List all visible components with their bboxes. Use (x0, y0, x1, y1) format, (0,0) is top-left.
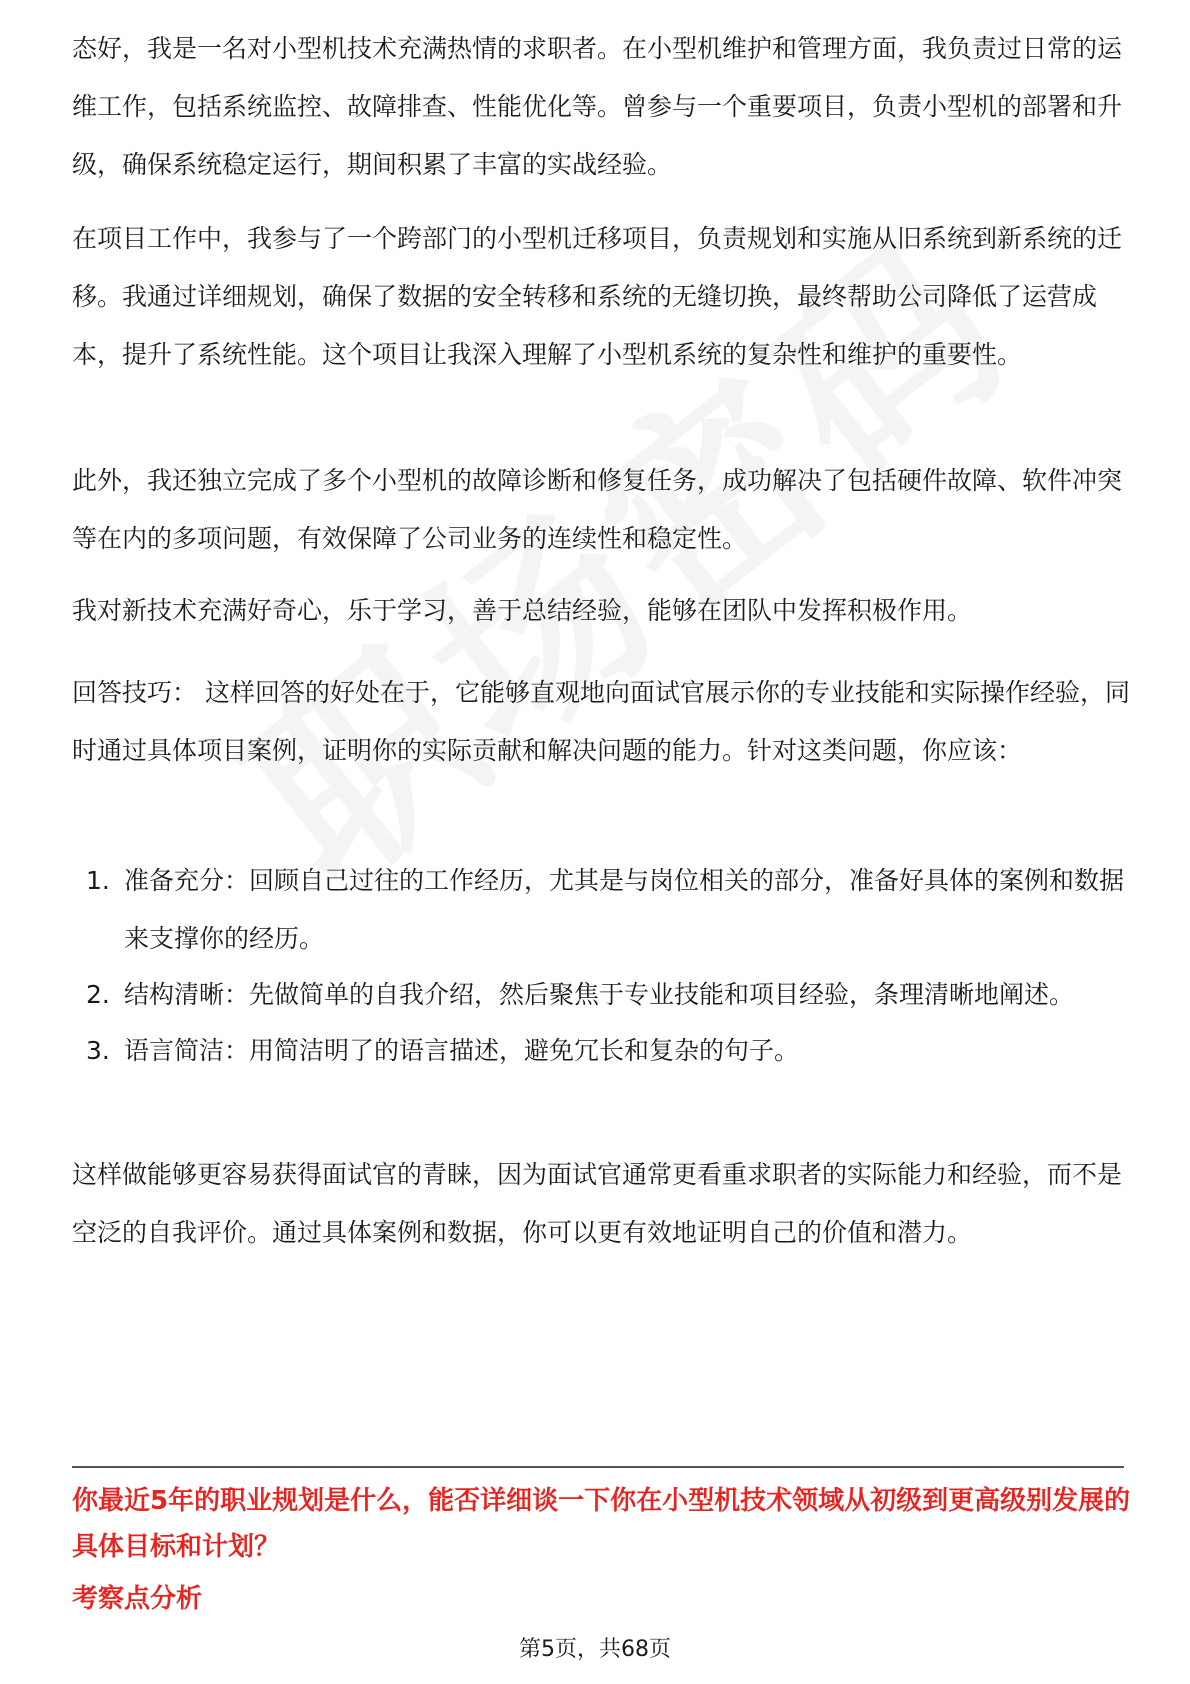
divider (72, 1466, 1124, 1468)
next-question-heading: 你最近5年的职业规划是什么，能否详细谈一下你在小型机技术领域从初级到更高级别发展的具体目标和计划？ (72, 1486, 1131, 1562)
paragraph-answer-tips: 回答技巧： 这样回答的好处在于，它能够直观地向面试官展示你的专业技能和实际操作经验，同时通过具体项目案例，证明你的实际贡献和解决问题的能力。针对这类问题，你应该： (72, 678, 1130, 765)
list-item (72, 852, 1132, 968)
list-number: 3. (86, 1036, 110, 1065)
list-item (72, 1022, 1132, 1080)
tips-list (72, 852, 1132, 1080)
paragraph-intro: 态好，我是一名对小型机技术充满热情的求职者。在小型机维护和管理方面，我负责过日常的运维工作，包括系统监控、故障排查、性能优化等。曾参与一个重要项目，负责小型机的部署和升级，确保系统稳定运行，期间积累了丰富的实战经验。 (72, 34, 1123, 179)
list-number: 1. (86, 866, 110, 895)
list-text: 语言简洁：用简洁明了的语言描述，避免冗长和复杂的句子。 (124, 1036, 800, 1065)
section-heading: 考察点分析 (72, 1584, 203, 1614)
list-text: 准备充分：回顾自己过往的工作经历，尤其是与岗位相关的部分，准备好具体的案例和数据来支撑你的经历。 (124, 866, 1125, 953)
list-item (72, 966, 1132, 1024)
paragraph-attitude: 我对新技术充满好奇心，乐于学习，善于总结经验，能够在团队中发挥积极作用。 (72, 596, 973, 625)
paragraph-troubleshooting: 此外，我还独立完成了多个小型机的故障诊断和修复任务，成功解决了包括硬件故障、软件冲突等在内的多项问题，有效保障了公司业务的连续性和稳定性。 (72, 466, 1123, 553)
paragraph-project: 在项目工作中，我参与了一个跨部门的小型机迁移项目，负责规划和实施从旧系统到新系统的迁移。我通过详细规划，确保了数据的安全转移和系统的无缝切换，最终帮助公司降低了运营成本，提升了系统性能。这个项目让我深入理解了小型机系统的复杂性和维护的重要性。 (72, 224, 1123, 369)
list-text: 结构清晰：先做简单的自我介绍，然后聚焦于专业技能和项目经验，条理清晰地阐述。 (124, 980, 1075, 1009)
list-number: 2. (86, 980, 110, 1009)
paragraph-closing: 这样做能够更容易获得面试官的青睐，因为面试官通常更看重求职者的实际能力和经验，而不是空泛的自我评价。通过具体案例和数据，你可以更有效地证明自己的价值和潜力。 (72, 1160, 1123, 1247)
page-footer: 第5页，共68页 (519, 1637, 671, 1662)
